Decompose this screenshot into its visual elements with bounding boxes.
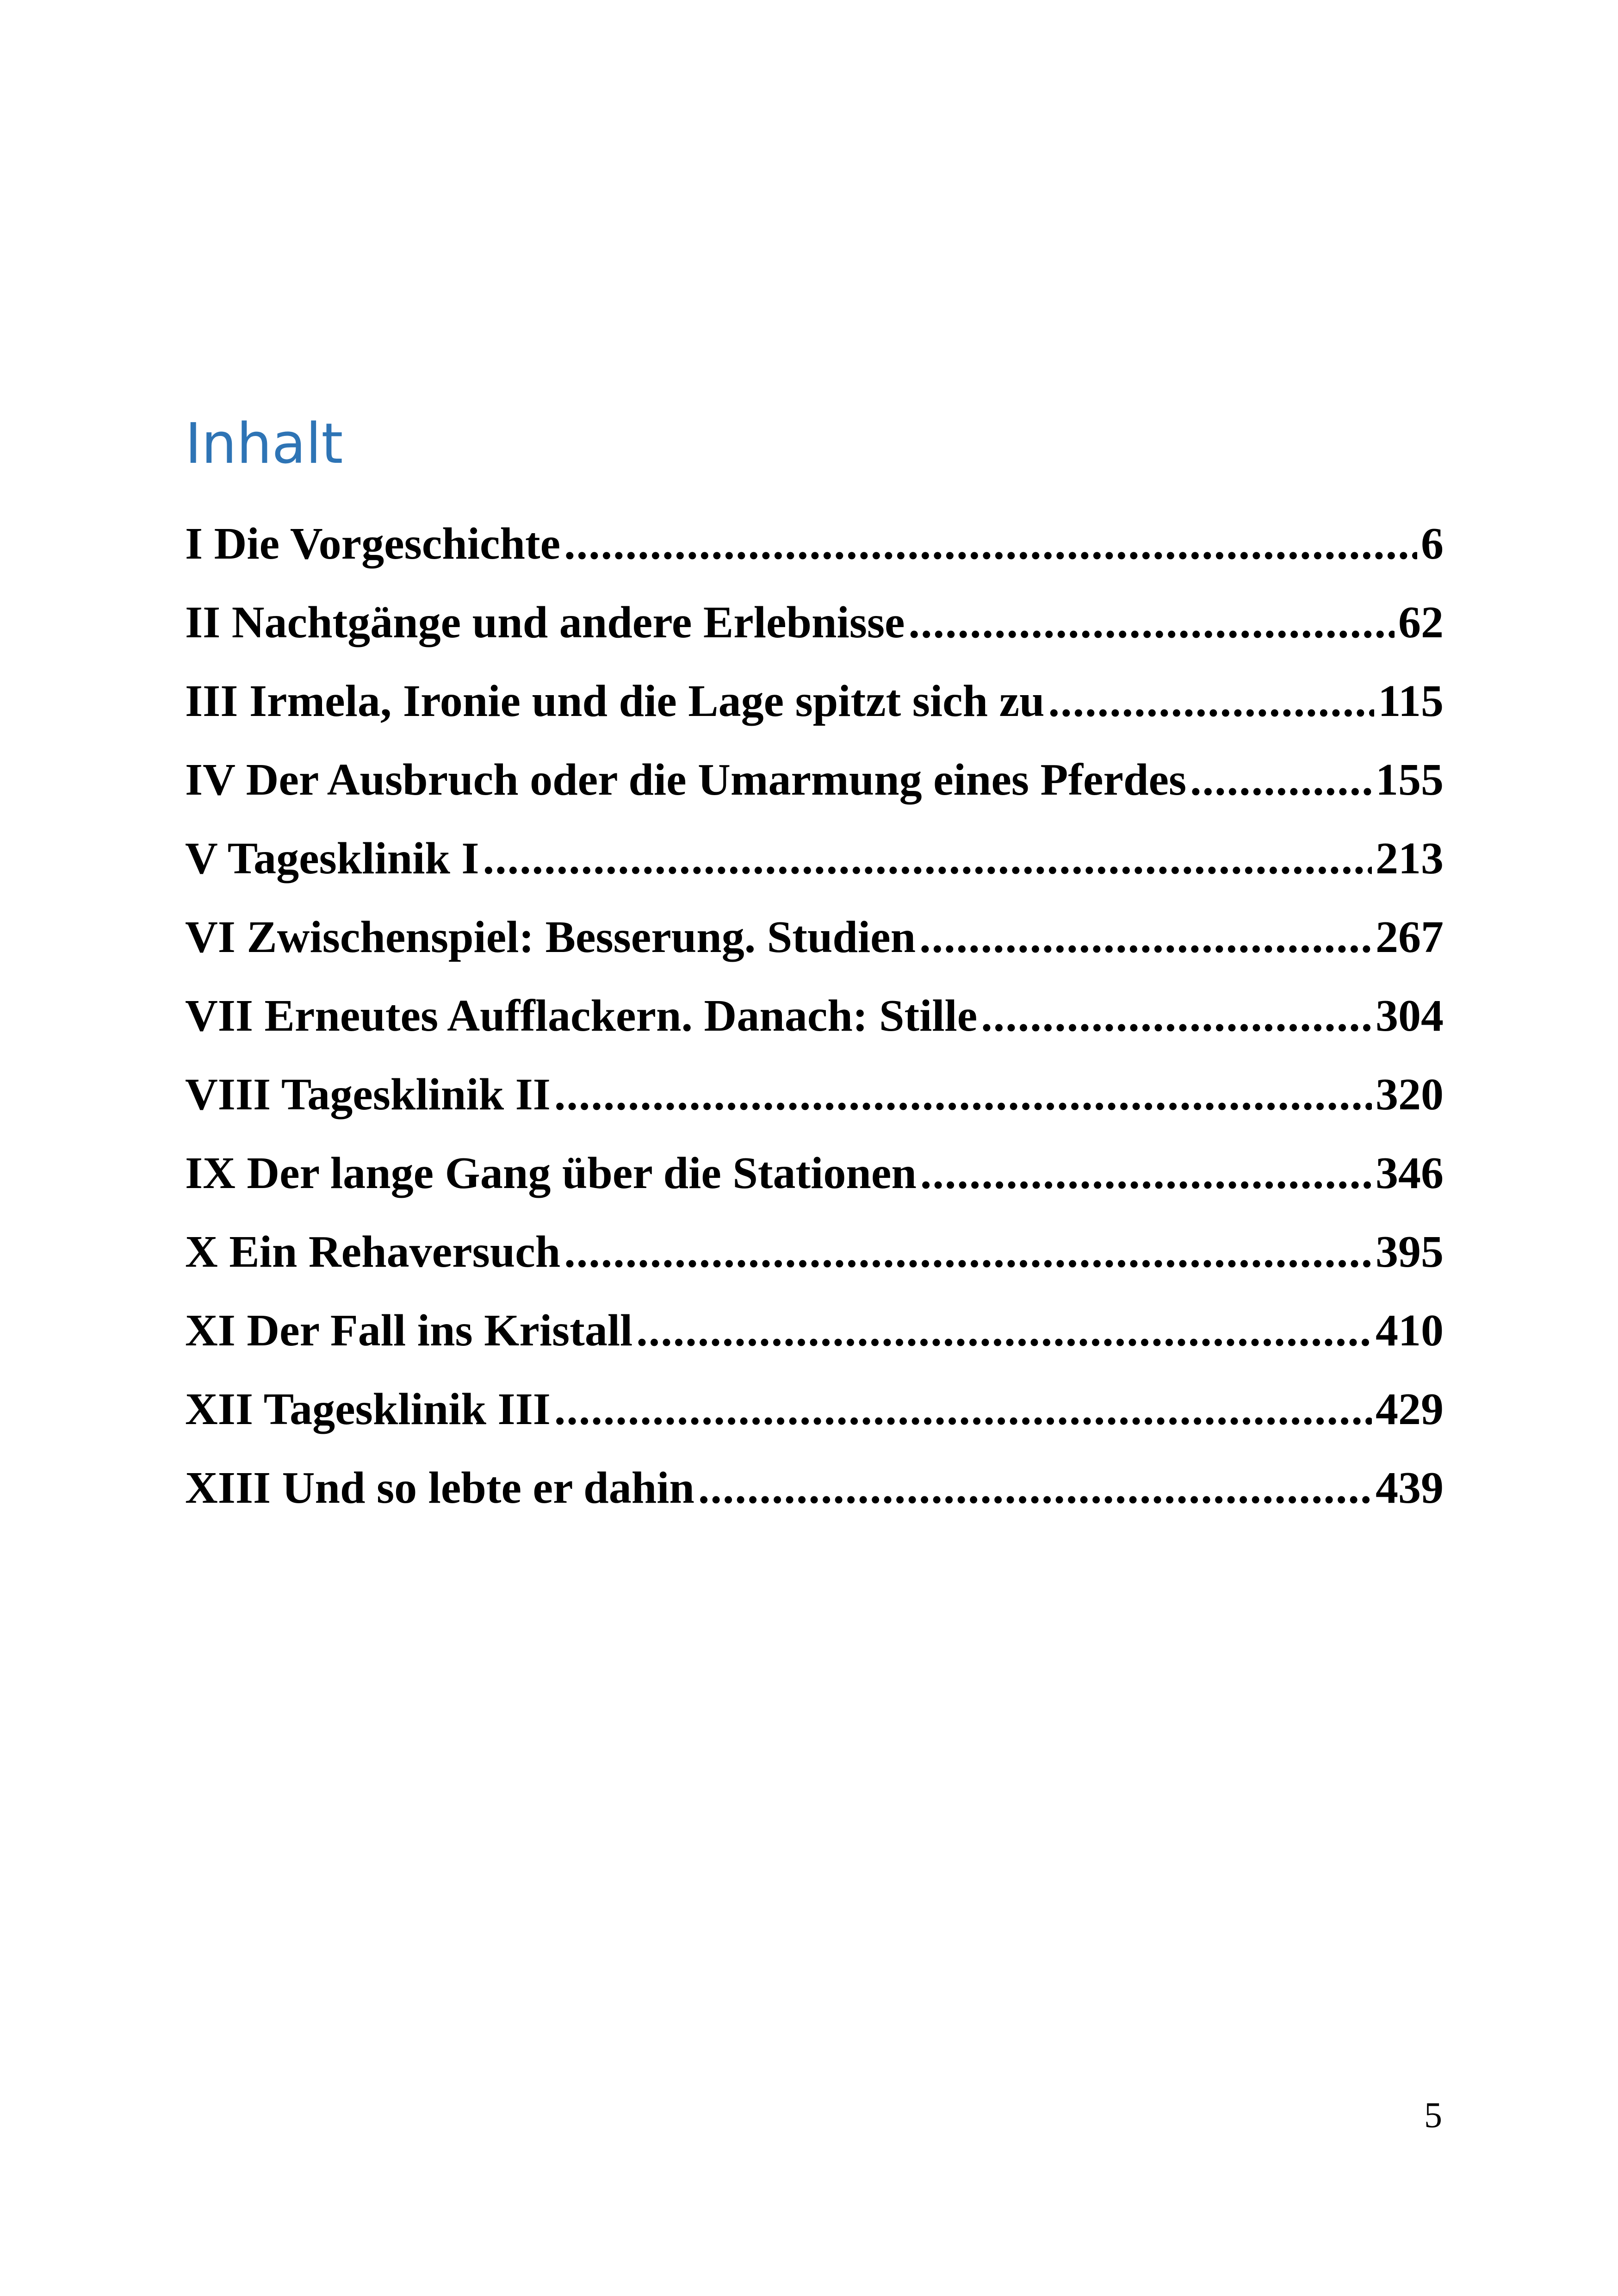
toc-entry-label: I Die Vorgeschichte — [185, 519, 561, 569]
toc-entry-label: III Irmela, Ironie und die Lage spitzt sich zu — [185, 676, 1045, 726]
toc-entry-label: IX Der lange Gang über die Stationen — [185, 1148, 917, 1198]
toc-entry-label: X Ein Rehaversuch — [185, 1227, 561, 1277]
toc-dot-leader — [554, 1055, 1372, 1134]
toc-dot-leader — [564, 504, 1417, 583]
toc-entry-page: 410 — [1376, 1306, 1444, 1356]
toc-entry-page: 439 — [1376, 1463, 1444, 1513]
table-of-contents — [185, 504, 1444, 1527]
toc-entry[interactable] — [185, 1449, 1444, 1527]
toc-dot-leader — [919, 898, 1372, 977]
toc-entry-label: XI Der Fall ins Kristall — [185, 1306, 633, 1356]
toc-entry[interactable] — [185, 898, 1444, 977]
toc-dot-leader — [981, 977, 1372, 1055]
toc-entry-page: 346 — [1376, 1148, 1444, 1198]
toc-entry-label: VI Zwischenspiel: Besserung. Studien — [185, 912, 916, 962]
toc-entry[interactable] — [185, 1370, 1444, 1449]
toc-dot-leader — [564, 1213, 1372, 1291]
toc-dot-leader — [1048, 662, 1375, 740]
toc-entry-label: II Nachtgänge und andere Erlebnisse — [185, 597, 905, 647]
toc-entry-page: 429 — [1376, 1384, 1444, 1434]
toc-entry[interactable] — [185, 740, 1444, 819]
toc-entry[interactable] — [185, 977, 1444, 1055]
toc-entry-label: VIII Tagesklinik II — [185, 1070, 551, 1120]
toc-dot-leader — [909, 583, 1395, 662]
toc-entry[interactable] — [185, 662, 1444, 740]
toc-entry-page: 213 — [1376, 834, 1444, 884]
toc-entry[interactable] — [185, 504, 1444, 583]
toc-entry-page: 267 — [1376, 912, 1444, 962]
toc-entry-label: VII Erneutes Aufflackern. Danach: Stille — [185, 991, 978, 1041]
toc-entry-page: 115 — [1378, 676, 1444, 726]
toc-title: Inhalt — [185, 412, 343, 476]
toc-dot-leader — [1190, 740, 1372, 819]
toc-entry[interactable] — [185, 1213, 1444, 1291]
page-number: 5 — [1424, 2095, 1442, 2135]
toc-entry[interactable] — [185, 1055, 1444, 1134]
toc-dot-leader — [483, 819, 1372, 898]
toc-entry[interactable] — [185, 819, 1444, 898]
toc-entry-page: 155 — [1376, 755, 1444, 805]
toc-entry-label: XII Tagesklinik III — [185, 1384, 551, 1434]
toc-entry-page: 320 — [1376, 1070, 1444, 1120]
toc-dot-leader — [636, 1291, 1372, 1370]
toc-entry-page: 304 — [1376, 991, 1444, 1041]
toc-entry[interactable] — [185, 583, 1444, 662]
toc-entry-label: XIII Und so lebte er dahin — [185, 1463, 694, 1513]
toc-entry-page: 62 — [1398, 597, 1444, 647]
toc-dot-leader — [920, 1134, 1372, 1213]
toc-dot-leader — [698, 1449, 1372, 1527]
toc-entry[interactable] — [185, 1291, 1444, 1370]
toc-dot-leader — [554, 1370, 1372, 1449]
toc-entry-label: IV Der Ausbruch oder die Umarmung eines Pferdes — [185, 755, 1187, 805]
toc-entry[interactable] — [185, 1134, 1444, 1213]
toc-entry-label: V Tagesklinik I — [185, 834, 479, 884]
toc-entry-page: 395 — [1376, 1227, 1444, 1277]
toc-entry-page: 6 — [1421, 519, 1444, 569]
